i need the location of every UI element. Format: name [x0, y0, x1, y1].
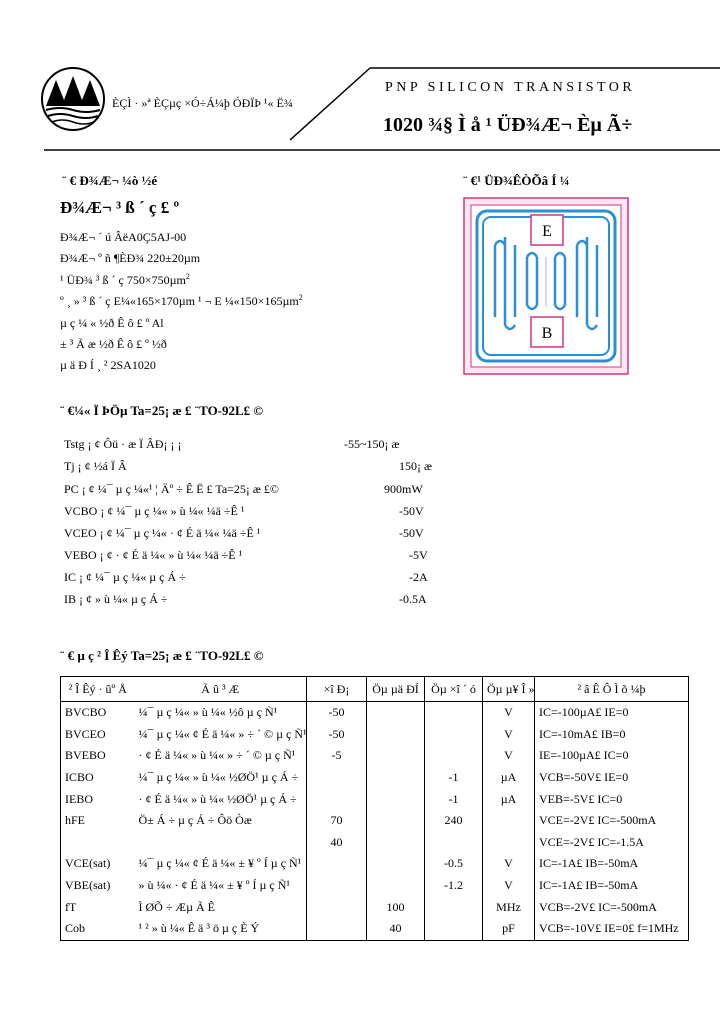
max-ratings-heading: ¨ €¼« Ï ÞÖµ Ta=25¡ æ £ ¨TO-92L£ © — [60, 403, 264, 418]
chip-layout-diagram — [463, 197, 629, 375]
cell-max — [425, 702, 483, 724]
rating-value: -55~150¡ æ — [344, 437, 400, 451]
cell-cond: VCB=-50V£ IE=0 — [535, 767, 689, 789]
cell-min — [307, 896, 367, 918]
rating-row: VEBO ¡ ¢ · ¢ É ä ¼« » ù ¼« ¼ä ÷Ê ¹ — [64, 548, 243, 562]
cell-min: 40 — [307, 832, 367, 854]
back-metal-line: ± ³ Ã æ ½ð Ê ô £ º ½ð — [60, 337, 167, 351]
cell-sym — [61, 832, 135, 854]
rating-row: IC ¡ ¢ ¼¯ µ ç ¼« µ ç Á ÷ — [64, 570, 186, 584]
ratings-list — [64, 437, 444, 617]
cell-cond: VEB=-5V£ IC=0 — [535, 788, 689, 810]
table-row — [61, 788, 689, 810]
table-row — [61, 724, 689, 746]
col-param: ² Î Êý · ûº Å — [61, 677, 135, 702]
cell-cond: VCE=-2V£ IC=-500mA — [535, 810, 689, 832]
electrical-table — [60, 676, 689, 941]
cell-sym: fT — [61, 896, 135, 918]
col-cond: ² â Ê Ô Ì õ ¼þ — [535, 677, 689, 702]
cell-sym: IEBO — [61, 788, 135, 810]
cell-unit: V — [483, 853, 535, 875]
cell-min — [307, 853, 367, 875]
cell-unit — [483, 832, 535, 854]
title-chinese: 1020 ¾§ Ì å ¹ ÜÐ¾Æ¬ Èµ Ã÷ — [383, 114, 633, 136]
cell-max: -0.5 — [425, 853, 483, 875]
cell-unit: V — [483, 702, 535, 724]
cell-name: · ¢ É ä ¼« » ù ¼« » ÷ ´ © µ ç Ñ¹ — [138, 748, 296, 763]
rating-row: VCBO ¡ ¢ ¼¯ µ ç ¼« » ù ¼« ¼ä ÷Ê ¹ — [64, 504, 245, 518]
electrode-metal-line: µ ç ¼ « ½ð Ê ô £ º Al — [60, 316, 164, 330]
cell-typ: 40 — [367, 918, 425, 940]
cell-name — [135, 832, 307, 854]
rating-row: Tj ¡ ¢ ½á Ï Â — [64, 459, 127, 473]
rating-row: Tstg ¡ ¢ Ôü · æ Ï ÂÐ¡ ¡ ¡ — [64, 437, 182, 451]
cell-typ — [367, 788, 425, 810]
cell-cond: VCB=-2V£ IC=-500mA — [535, 896, 689, 918]
cell-max: -1.2 — [425, 875, 483, 897]
col-max: Öµ ×î ´ ó — [425, 677, 483, 702]
cell-unit: V — [483, 724, 535, 746]
cell-unit: V — [483, 745, 535, 767]
cell-max — [425, 918, 483, 940]
cell-typ — [367, 810, 425, 832]
cell-min: -5 — [307, 745, 367, 767]
company-name: ÈÇÌ · »ª ÈÇµç ×Ó÷Á¼þ ÓÐÏÞ ¹« Ë¾ — [112, 96, 293, 110]
rating-row: IB ¡ ¢ » ù ¼« µ ç Á ÷ — [64, 592, 168, 606]
cell-unit: µA — [483, 788, 535, 810]
cell-min — [307, 875, 367, 897]
cell-typ — [367, 767, 425, 789]
cell-max — [425, 896, 483, 918]
col-unit: Öµ µ¥ Î » — [483, 677, 535, 702]
cell-unit — [483, 810, 535, 832]
col-typ: Öµ µä ÐÍ — [367, 677, 425, 702]
table-row — [61, 702, 689, 724]
chip-size-heading: Ð¾Æ¬ ³ ß ´ ç £ º — [60, 198, 180, 217]
cell-sym: Cob — [61, 918, 135, 940]
emitter-pad-label: E — [542, 223, 552, 240]
cell-cond: IC=-1A£ IB=-50mA — [535, 875, 689, 897]
cell-max: -1 — [425, 788, 483, 810]
base-pad-label: B — [541, 325, 553, 342]
rating-value: -2A — [409, 570, 428, 584]
cell-sym: ICBO — [61, 767, 135, 789]
cell-sym: BVEBO — [61, 745, 135, 767]
cell-max — [425, 832, 483, 854]
cell-typ — [367, 724, 425, 746]
cell-min — [307, 788, 367, 810]
rating-value: 900mW — [384, 482, 423, 496]
cell-sym: VBE(sat) — [61, 875, 135, 897]
cell-cond: VCB=-10V£ IE=0£ f=1MHz — [535, 918, 689, 940]
cell-unit: pF — [483, 918, 535, 940]
rating-row: PC ¡ ¢ ¼¯ µ ç ¼«¹ ¦ Äº ÷ Ê Ë £ Ta=25¡ æ £© — [64, 482, 280, 496]
typical-package-line: µ ä Ð Í ¸ ² 2SA1020 — [60, 358, 156, 372]
col-min: ×î Ð¡ — [307, 677, 367, 702]
table-row — [61, 745, 689, 767]
rating-value: -0.5A — [399, 592, 427, 606]
cell-max — [425, 724, 483, 746]
cell-sym: BVCEO — [61, 724, 135, 746]
table-row — [61, 853, 689, 875]
cell-typ — [367, 702, 425, 724]
rating-value: -50V — [399, 526, 424, 540]
cell-typ — [367, 875, 425, 897]
cell-max: 240 — [425, 810, 483, 832]
chip-code-line: Ð¾Æ¬ ´ ú ÂëA0Ç5AJ-00 — [60, 230, 187, 244]
col-name: Ã û ³ Æ — [135, 677, 307, 702]
table-row — [61, 896, 689, 918]
cell-max — [425, 745, 483, 767]
cell-name: ¼¯ µ ç ¼« ¢ É ä ¼« » ÷ ´ © µ ç Ñ¹ — [138, 726, 307, 741]
cell-typ — [367, 853, 425, 875]
table-header-row — [61, 677, 689, 702]
table-row — [61, 832, 689, 854]
cell-min — [307, 767, 367, 789]
cell-sym: VCE(sat) — [61, 853, 135, 875]
die-size-line: ¹ ÜÐ¾ ³ ß ´ ç 750×750µm$^2$ — [60, 272, 190, 287]
cell-sym: BVCBO — [61, 702, 135, 724]
cell-cond: VCE=-2V£ IC=-1.5A — [535, 832, 689, 854]
chip-photo-heading: ¨ €¹ ÜÐ¾ÊÒÕâ Í ¼ — [463, 173, 570, 188]
cell-name: ¼¯ µ ç ¼« ¢ É ä ¼« ± ¥ º Í µ ç Ñ¹ — [138, 856, 302, 871]
cell-cond: IC=-10mA£ IB=0 — [535, 724, 689, 746]
rating-value: -5V — [409, 548, 428, 562]
cell-name: ¹ ² » ù ¼« Ê ä ³ ö µ ç È Ý — [135, 918, 307, 940]
cell-min: -50 — [307, 702, 367, 724]
cell-unit: V — [483, 875, 535, 897]
cell-typ — [367, 832, 425, 854]
cell-name: Ö± Á ÷ µ ç Á ÷ Ôö Òæ — [138, 813, 252, 828]
table-row — [61, 810, 689, 832]
cell-name: » ù ¼« · ¢ É ä ¼« ± ¥ º Í µ ç Ñ¹ — [138, 878, 290, 893]
rating-value: -50V — [399, 504, 424, 518]
cell-name: ¼¯ µ ç ¼« » ù ¼« ½ô µ ç Ñ¹ — [138, 705, 278, 720]
rating-row: VCEO ¡ ¢ ¼¯ µ ç ¼« · ¢ É ä ¼« ¼ä ÷Ê ¹ — [64, 526, 261, 540]
cell-name: ¼¯ µ ç ¼« » ù ¼« ½ØÖ¹ µ ç Á ÷ — [138, 770, 299, 785]
cell-min — [307, 918, 367, 940]
title-english: PNP SILICON TRANSISTOR — [385, 80, 636, 95]
cell-typ — [367, 745, 425, 767]
cell-unit: µA — [483, 767, 535, 789]
cell-min: -50 — [307, 724, 367, 746]
cell-sym: hFE — [61, 810, 135, 832]
table-row — [61, 875, 689, 897]
cell-typ: 100 — [367, 896, 425, 918]
pad-size-line: º ¸ » ³ ß ´ ç E¼«165×170µm ¹ ¬ E ¼«150×165µm$^2$ — [60, 293, 303, 308]
table-row — [61, 767, 689, 789]
cell-cond: IC=-1A£ IB=-50mA — [535, 853, 689, 875]
cell-name: · ¢ É ä ¼« » ù ¼« ½ØÖ¹ µ ç Á ÷ — [138, 791, 297, 806]
cell-name: Ì ØÕ ÷ Æµ Ã Ê — [138, 899, 215, 914]
cell-min: 70 — [307, 810, 367, 832]
chip-intro-heading: ¨ € Ð¾Æ¬ ¼ò ½é — [62, 173, 158, 188]
electrical-heading: ¨ € µ ç ² Î Êý Ta=25¡ æ £ ¨TO-92L£ © — [60, 648, 264, 663]
rating-value: 150¡ æ — [399, 459, 432, 473]
cell-cond: IC=-100µA£ IE=0 — [535, 702, 689, 724]
chip-thickness-line: Ð¾Æ¬ º ñ ¶ÈÐ¾ 220±20µm — [60, 251, 201, 265]
cell-cond: IE=-100µA£ IC=0 — [535, 745, 689, 767]
cell-unit: MHz — [483, 896, 535, 918]
cell-max: -1 — [425, 767, 483, 789]
table-row — [61, 918, 689, 940]
